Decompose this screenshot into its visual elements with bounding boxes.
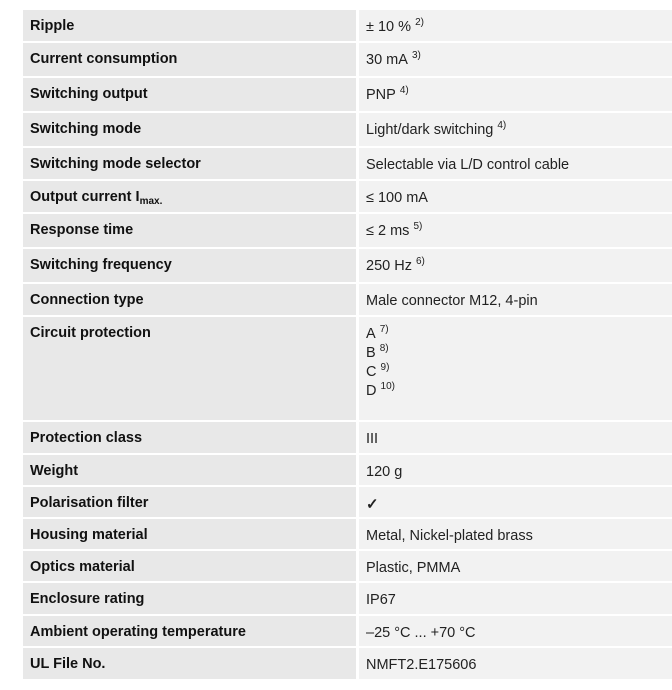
table-row	[23, 551, 672, 583]
row-label: Ambient operating temperature	[23, 616, 356, 648]
value-line: 120 g	[366, 464, 403, 480]
value-line: 250 Hz $^{6)}$	[366, 256, 425, 274]
value-line: B $^{8)}$	[366, 343, 389, 361]
row-value	[359, 148, 672, 181]
row-value	[359, 181, 672, 214]
table-row	[23, 487, 672, 519]
value-line: IP67	[366, 592, 396, 608]
value-line: ± 10 % $^{2)}$	[366, 17, 424, 35]
row-label: Switching output	[23, 78, 356, 113]
row-label: Weight	[23, 455, 356, 487]
row-value	[359, 422, 672, 455]
table-row	[23, 422, 672, 455]
row-label: Output current $I_{max.}$	[23, 181, 356, 214]
value-line: C $^{9)}$	[366, 362, 390, 380]
row-label: Switching mode	[23, 113, 356, 148]
value-line: ≤ 100 mA	[366, 190, 428, 206]
row-label: Protection class	[23, 422, 356, 455]
row-value	[359, 249, 672, 284]
row-label: Response time	[23, 214, 356, 249]
row-value	[359, 43, 672, 78]
row-label: Enclosure rating	[23, 583, 356, 616]
table-row	[23, 249, 672, 284]
table-row	[23, 214, 672, 249]
row-value	[359, 10, 672, 43]
value-line: PNP $^{4)}$	[366, 85, 409, 103]
value-line: A $^{7)}$	[366, 324, 389, 342]
row-label: Switching mode selector	[23, 148, 356, 181]
value-line: –25 °C ... +70 °C	[366, 625, 476, 641]
row-value	[359, 78, 672, 113]
table-row	[23, 78, 672, 113]
table-row	[23, 284, 672, 317]
value-line: NMFT2.E175606	[366, 657, 477, 673]
value-line: D $^{10)}$	[366, 381, 395, 399]
checkmark-icon: ✓	[366, 496, 379, 513]
row-value	[359, 284, 672, 317]
row-value	[359, 455, 672, 487]
row-label: Current consumption	[23, 43, 356, 78]
value-line: Plastic, PMMA	[366, 560, 461, 576]
row-label: UL File No.	[23, 648, 356, 681]
row-label: Polarisation filter	[23, 487, 356, 519]
row-value	[359, 551, 672, 583]
row-label: Housing material	[23, 519, 356, 551]
value-line: ≤ 2 ms $^{5)}$	[366, 221, 423, 239]
table-row	[23, 648, 672, 681]
row-value	[359, 583, 672, 616]
value-line: Selectable via L/D control cable	[366, 157, 570, 173]
value-line: Light/dark switching $^{4)}$	[366, 120, 507, 138]
row-label: Ripple	[23, 10, 356, 43]
row-label: Circuit protection	[23, 317, 356, 422]
row-value	[359, 487, 672, 519]
table-row	[23, 317, 672, 422]
row-value	[359, 214, 672, 249]
table-row	[23, 583, 672, 616]
table-row	[23, 519, 672, 551]
table-row	[23, 181, 672, 214]
value-line: 30 mA $^{3)}$	[366, 50, 421, 68]
value-line: III	[366, 431, 379, 447]
spec-table	[23, 10, 672, 681]
table-row	[23, 455, 672, 487]
row-value	[359, 519, 672, 551]
table-row	[23, 43, 672, 78]
row-label: Optics material	[23, 551, 356, 583]
table-row	[23, 10, 672, 43]
row-value	[359, 648, 672, 681]
row-label: Connection type	[23, 284, 356, 317]
table-row	[23, 148, 672, 181]
table-row	[23, 113, 672, 148]
row-value	[359, 616, 672, 648]
row-value	[359, 113, 672, 148]
value-line: Male connector M12, 4-pin	[366, 293, 538, 309]
row-label: Switching frequency	[23, 249, 356, 284]
table-row	[23, 616, 672, 648]
row-value	[359, 317, 672, 422]
value-line: Metal, Nickel-plated brass	[366, 528, 533, 544]
